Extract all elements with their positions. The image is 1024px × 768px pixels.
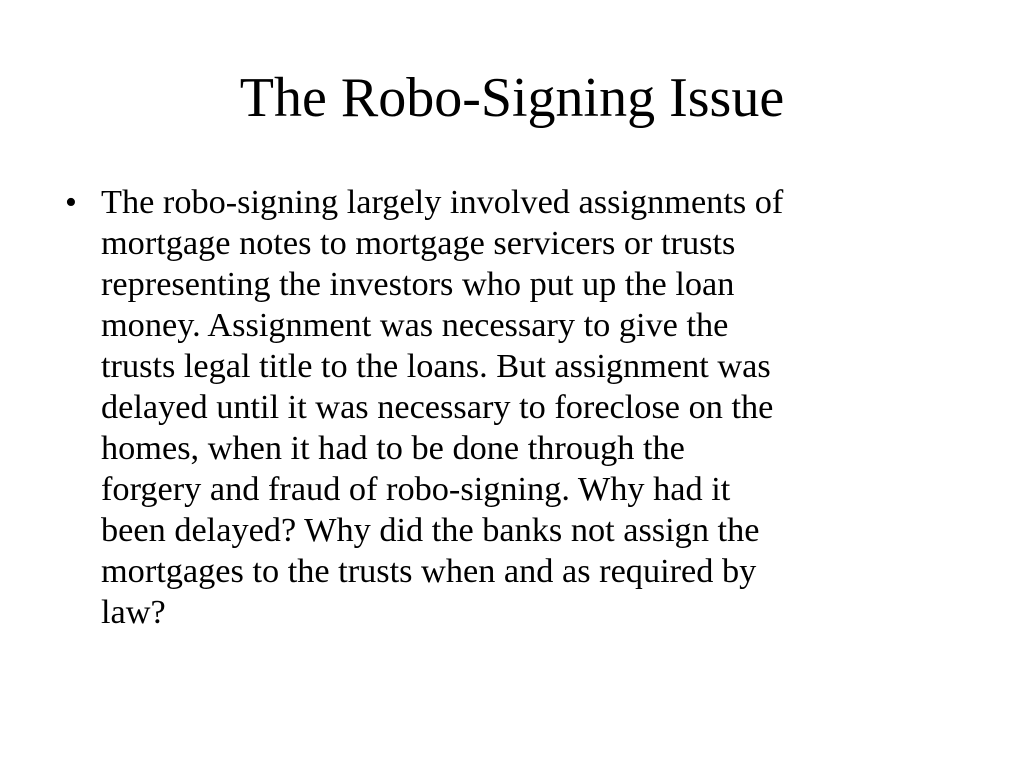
bullet-line: been delayed? Why did the banks not assign the: [101, 511, 760, 549]
bullet-line: forgery and fraud of robo-signing. Why had it: [101, 470, 731, 508]
bullet-line: representing the investors who put up the loan: [101, 265, 735, 303]
bullet-icon: •: [65, 184, 77, 221]
bullet-text: [101, 182, 976, 633]
bullet-line: mortgage notes to mortgage servicers or trusts: [101, 224, 736, 262]
bullet-line: mortgages to the trusts when and as required by: [101, 552, 757, 590]
bullet-line: delayed until it was necessary to foreclose on the: [101, 388, 774, 426]
bullet-line: law?: [101, 593, 166, 631]
slide-body: [56, 182, 976, 633]
slide-title: The Robo-Signing Issue: [239, 67, 785, 129]
bullet-item: [56, 182, 976, 633]
bullet-line: money. Assignment was necessary to give the: [101, 306, 729, 344]
bullet-line: homes, when it had to be done through the: [101, 429, 685, 467]
bullet-line: trusts legal title to the loans. But assignment was: [101, 347, 771, 385]
bullet-line: The robo-signing largely involved assignments of: [101, 183, 784, 221]
